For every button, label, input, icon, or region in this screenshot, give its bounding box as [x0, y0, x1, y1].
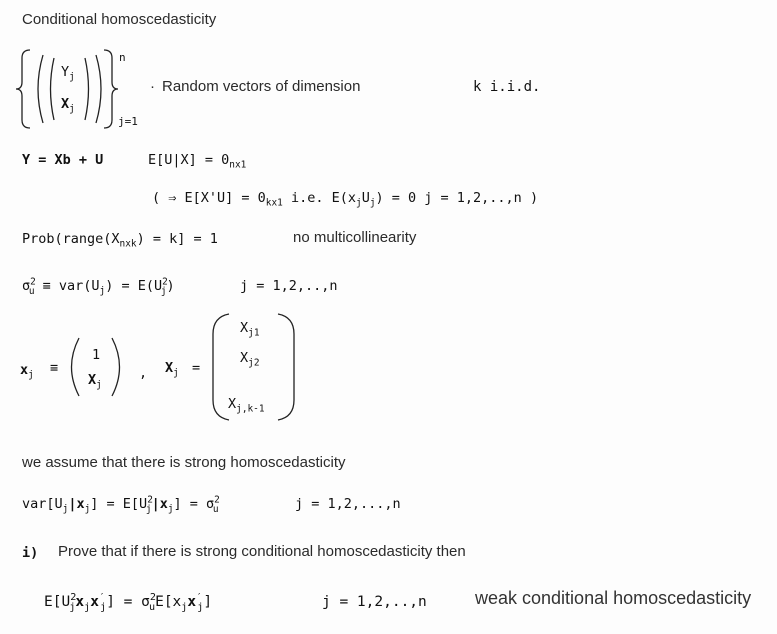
- Xj-entry-1: $X_{j1}$: [240, 320, 260, 339]
- strong-homoscedasticity-equation: $var[U_j|x_j] = E[U^2_j|x_j] = \sigma^2_u$: [22, 494, 220, 515]
- comma: ,: [139, 365, 148, 381]
- bullet: ·: [150, 78, 155, 95]
- no-multicollinearity-note: no multicollinearity: [293, 229, 417, 246]
- Xj-column-brackets: [0, 0, 1, 1]
- matrix-entry-x: $X_j$: [61, 96, 75, 115]
- weak-homoscedasticity-equation: $E[U^2_jx_jx'_j] = \sigma^2_uE[x_jx'_j]$: [44, 592, 213, 613]
- rank-condition: $Prob(range(X_{nxk}) = k] = 1$: [22, 231, 218, 250]
- matrix-entry-y: $Y_j$: [61, 64, 75, 83]
- xj-entry-one: 1: [92, 347, 101, 363]
- question-text: Prove that if there is strong conditional homoscedasticity then: [58, 543, 466, 560]
- lower-limit: j=1: [118, 115, 138, 128]
- question-label: i): [22, 545, 39, 561]
- weak-index-range: j = 1,2,..,n: [322, 594, 427, 610]
- xj-entry-x: $X_j$: [88, 372, 102, 391]
- assumption-text: we assume that there is strong homoscedasticity: [22, 454, 346, 471]
- Xj-entry-2: $X_{j2}$: [240, 350, 260, 369]
- strong-index-range: j = 1,2,...,n: [295, 496, 401, 512]
- equiv-symbol: ≡: [50, 360, 59, 376]
- exogeneity-implication: ( ⇒ $E[X'U] = 0_{kx1}$ i.e. $E(x_jU_j) = 0$ j = 1,2,..,n ): [152, 190, 539, 209]
- model-equation: Y = Xb + U: [22, 152, 104, 168]
- random-vectors-description: Random vectors of dimension: [162, 78, 361, 95]
- iid-label: k i.i.d.: [473, 79, 541, 95]
- Xj-entry-k-1: $X_{j,k-1}$: [228, 396, 265, 415]
- equals-symbol: =: [192, 360, 201, 376]
- page-title: Conditional homoscedasticity: [22, 11, 217, 28]
- upper-limit: n: [119, 51, 126, 64]
- Xj-vector-label: $X_j$: [165, 360, 179, 379]
- weak-homoscedasticity-label: weak conditional homoscedasticity: [475, 588, 752, 608]
- variance-index-range: j = 1,2,..,n: [240, 278, 338, 294]
- xj-vector-label: $x_j$: [20, 362, 34, 381]
- variance-definition: $\sigma^2_u \equiv var(U_j) = E(U^2_j)$: [22, 276, 175, 297]
- exogeneity-condition: $E[U|X] = 0_{nx1}$: [148, 152, 247, 171]
